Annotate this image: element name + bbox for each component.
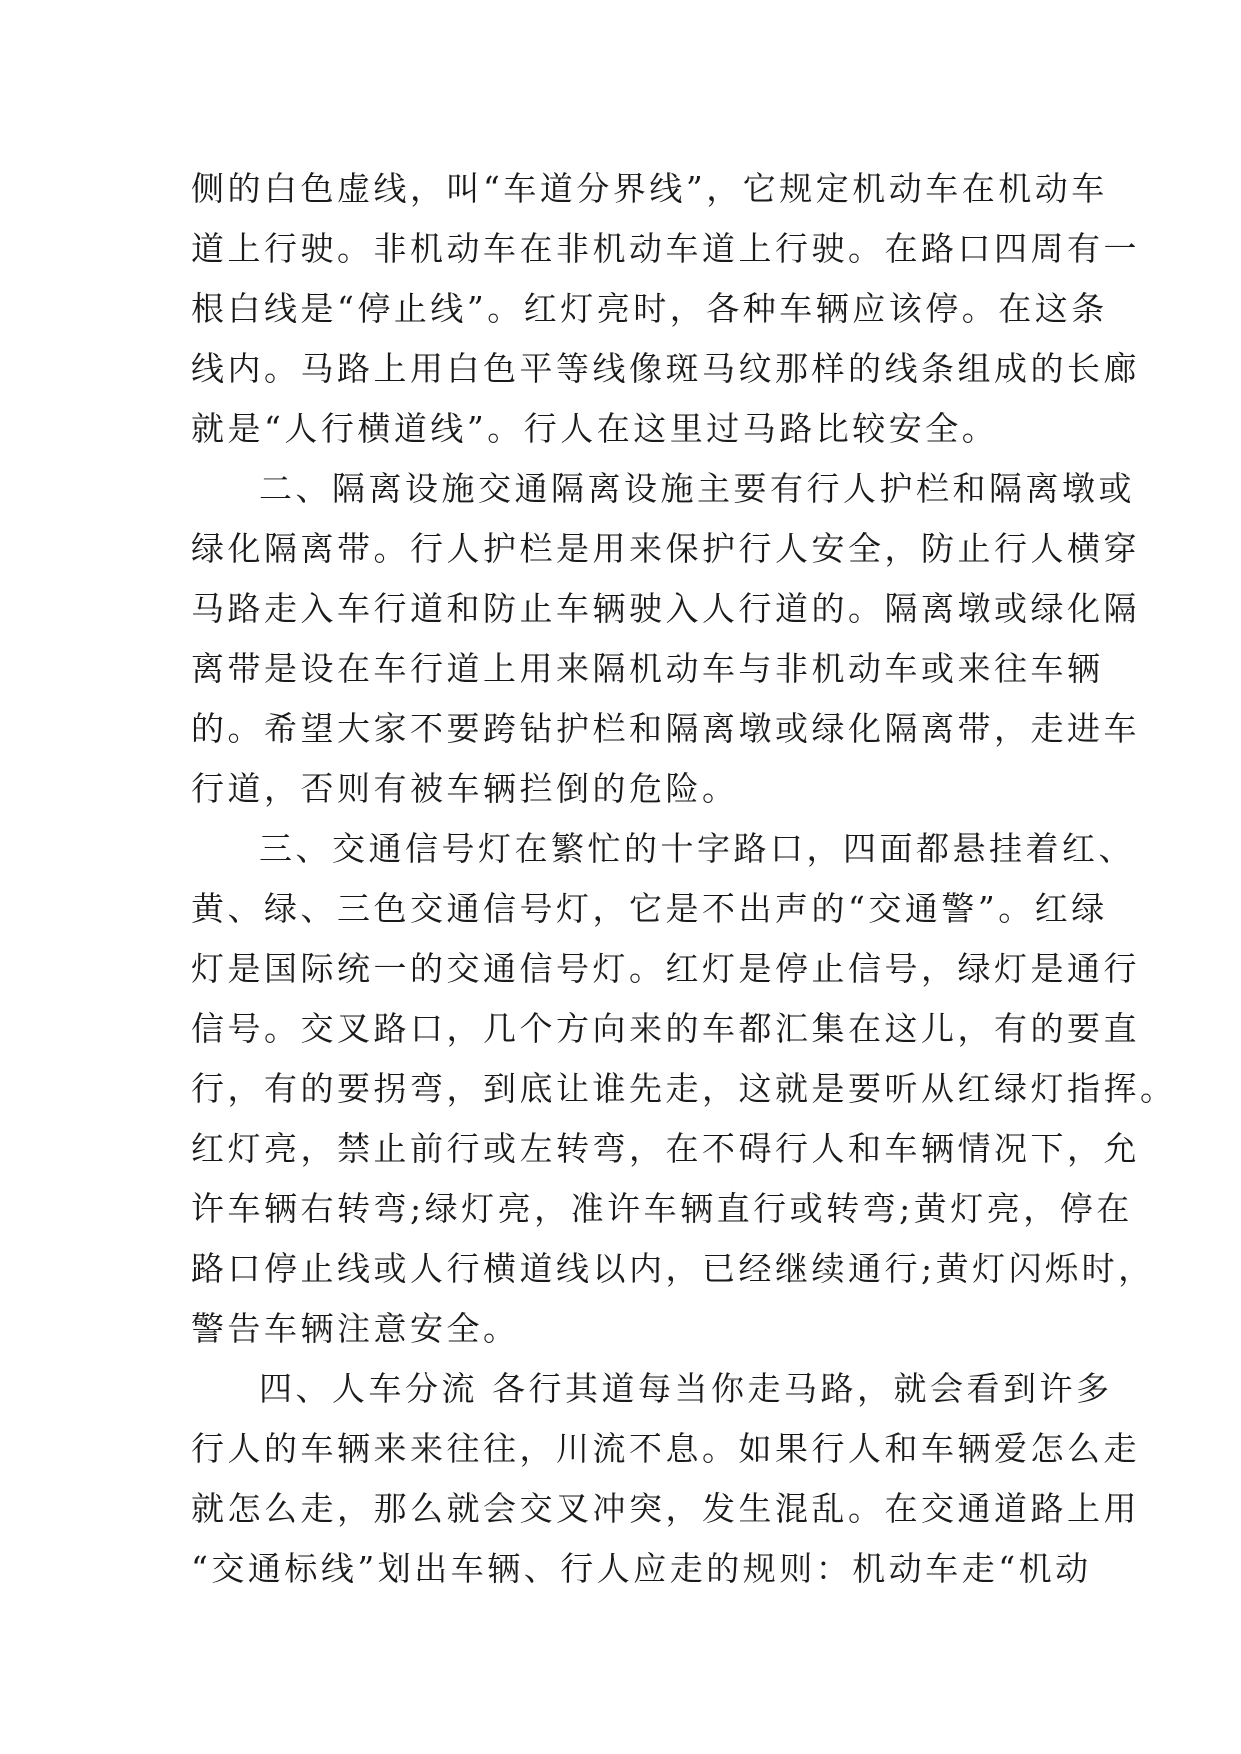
text-line: 警告车辆注意安全。 (191, 1309, 520, 1348)
text-line: 就是“人行横道线”。行人在这里过马路比较安全。 (191, 409, 999, 448)
text-line: 侧的白色虚线，叫“车道分界线”，它规定机动车在机动车 (191, 169, 1108, 208)
text-line: 马路走入车行道和防止车辆驶入人行道的。隔离墩或绿化隔 (191, 589, 1140, 628)
text-line: 信号。交叉路口，几个方向来的车都汇集在这儿，有的要直 (191, 1009, 1140, 1048)
section-4-heading-line: 四、人车分流 各行其道每当你走马路，就会看到许多 (259, 1369, 1113, 1408)
text-line: 线内。马路上用白色平等线像斑马纹那样的线条组成的长廊 (191, 349, 1140, 388)
text-line: 绿化隔离带。行人护栏是用来保护行人安全，防止行人横穿 (191, 529, 1140, 568)
text-line: 就怎么走，那么就会交叉冲突，发生混乱。在交通道路上用 (191, 1489, 1140, 1528)
text-line: 许车辆右转弯;绿灯亮，准许车辆直行或转弯;黄灯亮，停在 (191, 1189, 1133, 1228)
section-3-heading-line: 三、交通信号灯在繁忙的十字路口，四面都悬挂着红、 (259, 829, 1135, 868)
text-line: 红灯亮，禁止前行或左转弯，在不碍行人和车辆情况下，允 (191, 1129, 1140, 1168)
text-line: 行道，否则有被车辆拦倒的危险。 (191, 769, 739, 808)
text-line: 行，有的要拐弯，到底让谁先走，这就是要听从红绿灯指挥。 (191, 1069, 1177, 1108)
section-2-heading-line: 二、隔离设施交通隔离设施主要有行人护栏和隔离墩或 (259, 469, 1135, 508)
body-text (191, 159, 1177, 1599)
text-line: 黄、绿、三色交通信号灯，它是不出声的“交通警”。红绿 (191, 889, 1108, 928)
text-line: “交通标线”划出车辆、行人应走的规则：机动车走“机动 (191, 1549, 1092, 1588)
text-line: 路口停止线或人行横道线以内，已经继续通行;黄灯闪烁时， (191, 1249, 1155, 1288)
text-line: 离带是设在车行道上用来隔机动车与非机动车或来往车辆 (191, 649, 1104, 688)
text-line: 灯是国际统一的交通信号灯。红灯是停止信号，绿灯是通行 (191, 949, 1140, 988)
text-line: 根白线是“停止线”。红灯亮时，各种车辆应该停。在这条 (191, 289, 1108, 328)
text-line: 道上行驶。非机动车在非机动车道上行驶。在路口四周有一 (191, 229, 1140, 268)
text-line: 的。希望大家不要跨钻护栏和隔离墩或绿化隔离带，走进车 (191, 709, 1140, 748)
text-line: 行人的车辆来来往往，川流不息。如果行人和车辆爱怎么走 (191, 1429, 1140, 1468)
